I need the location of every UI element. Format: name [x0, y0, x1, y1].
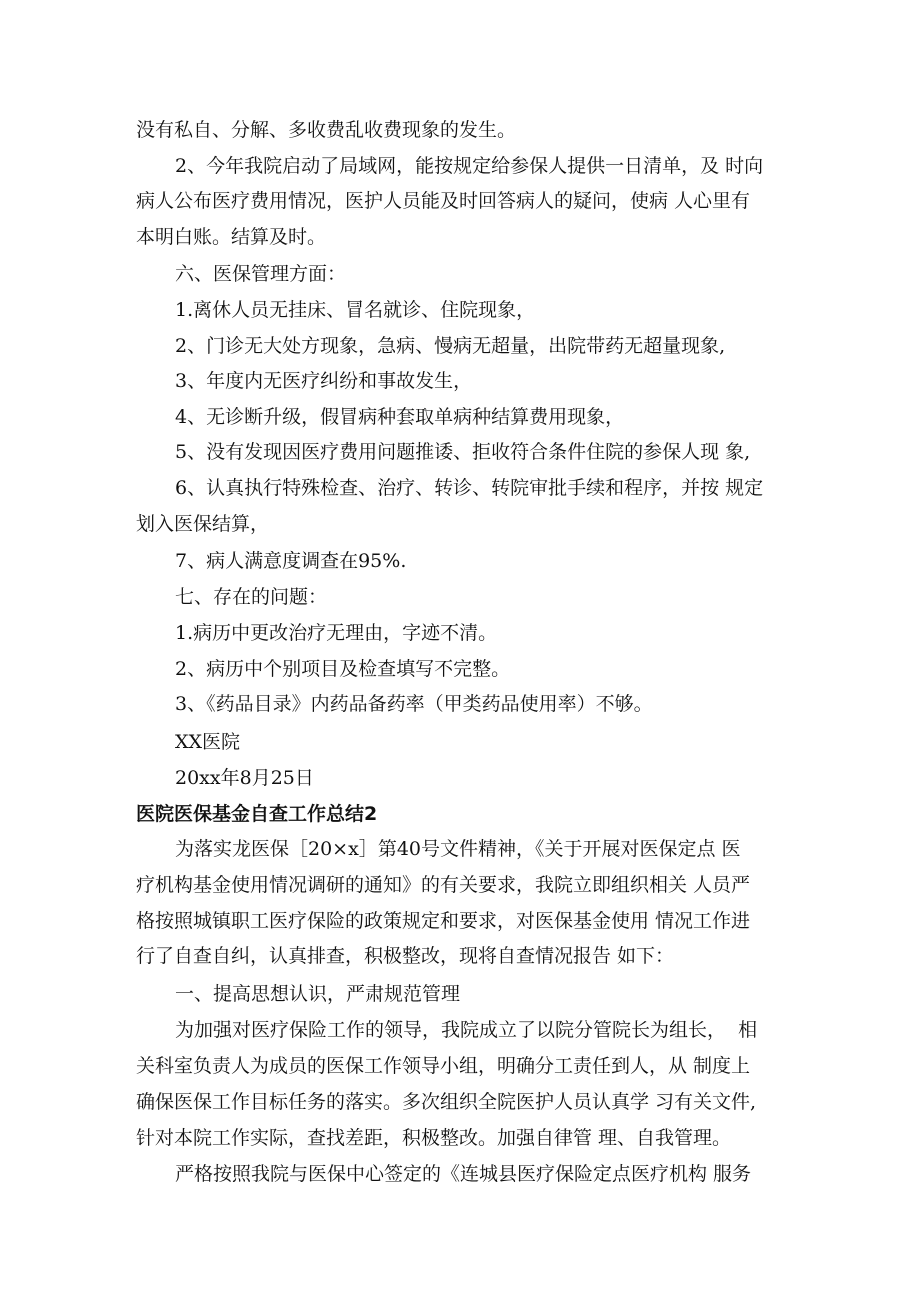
list-item: 6、认真执行特殊检查、治疗、转诊、转院审批手续和程序，并按 规定 [175, 477, 764, 499]
paragraph-line: 疗机构基金使用情况调研的通知》的有关要求，我院立即组织相关 人员严 [136, 874, 751, 896]
list-item: 划入医保结算， [136, 513, 270, 535]
list-item: 7、病人满意度调查在95%. [175, 550, 407, 572]
paragraph-line: 没有私自、分解、多收费乱收费现象的发生。 [136, 119, 517, 141]
paragraph-line: 针对本院工作实际，查找差距，积极整改。加强自律管 理、自我管理。 [136, 1127, 732, 1149]
section-heading: 六、医保管理方面： [175, 263, 347, 285]
list-item: 1.病历中更改治疗无理由，字迹不清。 [175, 622, 498, 644]
list-item: 3、年度内无医疗纠纷和事故发生， [175, 370, 473, 392]
paragraph-line: 2、今年我院启动了局域网，能按规定给参保人提供一日清单，及 时向 [175, 155, 764, 177]
list-item: 5、没有发现因医疗费用问题推诿、拒收符合条件住院的参保人现 象, [175, 441, 751, 463]
section-heading: 一、提高思想认识，严肃规范管理 [175, 983, 461, 1005]
paragraph-line: 格按照城镇职工医疗保险的政策规定和要求，对医保基金使用 情况工作进 [136, 910, 751, 932]
paragraph-line: 关科室负责人为成员的医保工作领导小组，明确分工责任到人，从 制度上 [136, 1055, 751, 1077]
paragraph-line: 病人公布医疗费用情况，医护人员能及时回答病人的疑问，使病 人心里有 [136, 190, 751, 212]
signature-date: 20xx年8月25日 [175, 767, 314, 789]
list-item: 1.离休人员无挂床、冒名就诊、住院现象， [175, 299, 536, 321]
paragraph-line: 确保医保工作目标任务的落实。多次组织全院医护人员认真学 习有关文件, [136, 1091, 757, 1113]
paragraph-line: 本明白账。结算及时。 [136, 226, 327, 248]
list-item: 2、病历中个别项目及检查填写不完整。 [175, 658, 511, 680]
list-item: 2、门诊无大处方现象，急病、慢病无超量，出院带药无超量现象, [175, 335, 726, 357]
paragraph-line: 行了自查自纠，认真排查，积极整改，现将自查情况报告 如下： [136, 945, 675, 967]
section-heading: 七、存在的问题： [175, 586, 328, 608]
paragraph-line: 为落实龙医保［20×x］第40号文件精神，《关于开展对医保定点 医 [175, 838, 741, 860]
document-title: 医院医保基金自查工作总结2 [136, 803, 378, 825]
paragraph-line: 为加强对医疗保险工作的领导，我院成立了以院分管院长为组长， 相 [175, 1019, 758, 1041]
list-item: 3、《药品目录》内药品备药率（甲类药品使用率）不够。 [175, 693, 653, 715]
signature-org: XX医院 [175, 731, 241, 753]
list-item: 4、无诊断升级，假冒病种套取单病种结算费用现象， [175, 406, 625, 428]
paragraph-line: 严格按照我院与医保中心签定的《连城县医疗保险定点医疗机构 服务 [175, 1163, 752, 1185]
